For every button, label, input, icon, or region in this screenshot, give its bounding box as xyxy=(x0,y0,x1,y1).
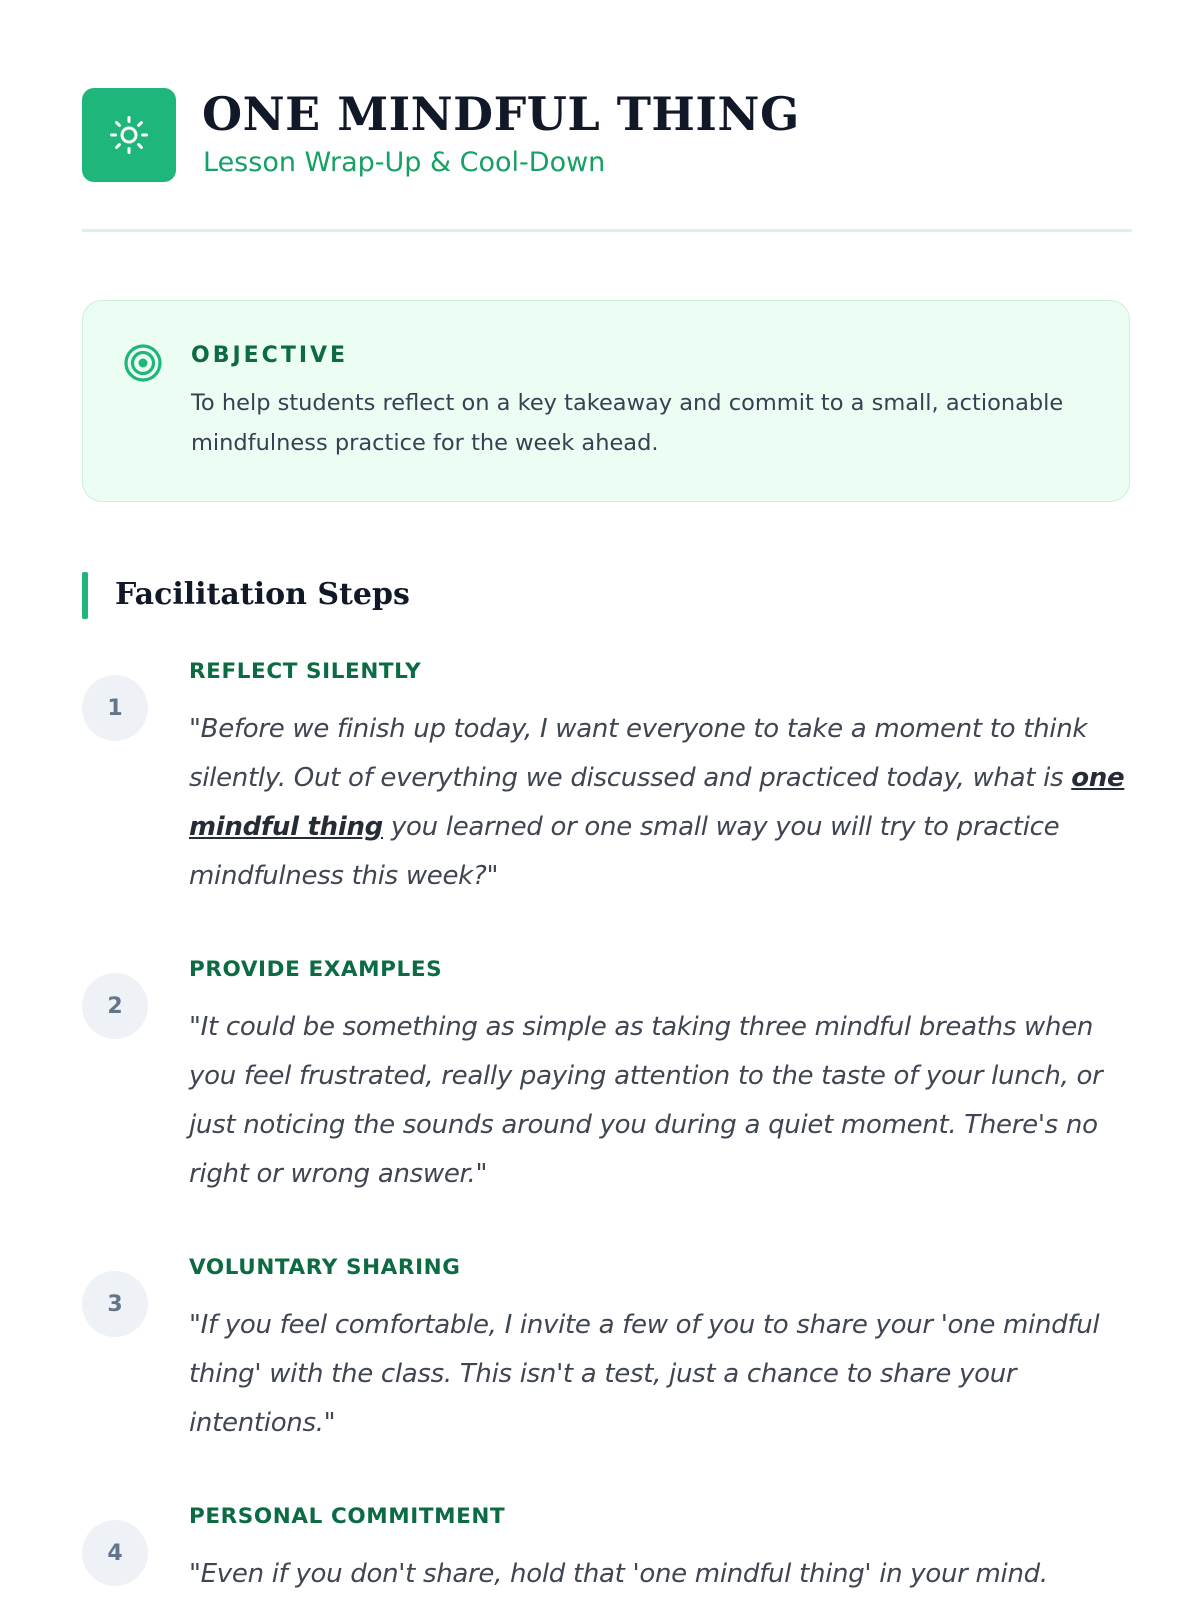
step-number: 3 xyxy=(82,1271,148,1337)
step-quote: "It could be something as simple as taking three mindful breaths when you feel frustrated, really paying attention to the taste of your lunch, or just noticing the sounds around you during a quiet moment. There's no right or wrong answer." xyxy=(189,1012,1103,1189)
step-label: REFLECT SILENTLY xyxy=(189,659,422,684)
step-quote xyxy=(189,705,1129,901)
step-label: PROVIDE EXAMPLES xyxy=(189,957,443,982)
step-number: 1 xyxy=(82,675,148,741)
step-quote-text: you learned or one small way you will try to practice mindfulness this week?" xyxy=(189,812,1060,891)
sun-icon xyxy=(109,115,149,155)
logo xyxy=(82,88,176,182)
step-number: 4 xyxy=(82,1520,148,1586)
target-icon xyxy=(123,343,163,383)
objective-text: To help students reflect on a key takeaway and commit to a small, actionable mindfulness practice for the week ahead. xyxy=(191,390,1064,456)
step-quote-emphasis: one mindful thing xyxy=(189,763,1125,842)
objective-label: OBJECTIVE xyxy=(191,343,349,368)
section-title: Facilitation Steps xyxy=(115,577,410,612)
step-label: PERSONAL COMMITMENT xyxy=(189,1504,506,1529)
objective-card xyxy=(82,300,1130,502)
step-quote: "Even if you don't share, hold that 'one mindful thing' in your mind. xyxy=(189,1559,1048,1589)
page-title: ONE MINDFUL THING xyxy=(202,87,800,141)
section-accent-bar xyxy=(82,572,88,619)
step-quote-text: "Before we finish up today, I want everyone to take a moment to think silently. Out of everything we discussed and practiced today, what is xyxy=(189,714,1088,793)
header xyxy=(82,88,1132,183)
step-label: VOLUNTARY SHARING xyxy=(189,1255,461,1280)
step-number: 2 xyxy=(82,973,148,1039)
header-divider xyxy=(82,229,1132,232)
step-quote: "If you feel comfortable, I invite a few of you to share your 'one mindful thing' with the class. This isn't a test, just a chance to share your intentions." xyxy=(189,1310,1100,1438)
page-subtitle: Lesson Wrap-Up & Cool-Down xyxy=(203,147,606,178)
